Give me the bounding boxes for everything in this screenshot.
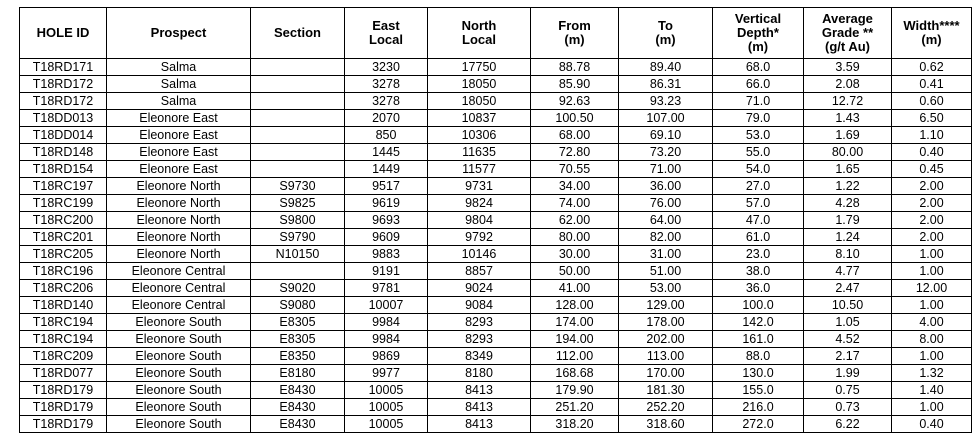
from-cell: 68.00 xyxy=(531,127,619,144)
hole-id-cell: T18RC194 xyxy=(20,314,107,331)
average-grade-cell: 1.69 xyxy=(804,127,892,144)
north-local-cell: 10146 xyxy=(428,246,531,263)
width-cell: 12.00 xyxy=(892,280,972,297)
table-row xyxy=(20,399,972,416)
header-east-local: East Local xyxy=(345,8,428,59)
section-cell: E8305 xyxy=(251,314,345,331)
east-local-cell: 10007 xyxy=(345,297,428,314)
average-grade-cell: 2.47 xyxy=(804,280,892,297)
north-local-cell: 9084 xyxy=(428,297,531,314)
east-local-cell: 3278 xyxy=(345,76,428,93)
from-cell: 72.80 xyxy=(531,144,619,161)
north-local-cell: 9792 xyxy=(428,229,531,246)
header-north-local: North Local xyxy=(428,8,531,59)
to-cell: 71.00 xyxy=(619,161,713,178)
north-local-cell: 8180 xyxy=(428,365,531,382)
hole-id-cell: T18RD172 xyxy=(20,93,107,110)
section-cell: E8430 xyxy=(251,382,345,399)
vertical-depth-cell: 61.0 xyxy=(713,229,804,246)
section-cell: S9790 xyxy=(251,229,345,246)
prospect-cell: Eleonore North xyxy=(107,246,251,263)
section-cell: N10150 xyxy=(251,246,345,263)
to-cell: 64.00 xyxy=(619,212,713,229)
prospect-cell: Eleonore East xyxy=(107,144,251,161)
table-row xyxy=(20,144,972,161)
average-grade-cell: 8.10 xyxy=(804,246,892,263)
east-local-cell: 9191 xyxy=(345,263,428,280)
vertical-depth-cell: 66.0 xyxy=(713,76,804,93)
vertical-depth-cell: 161.0 xyxy=(713,331,804,348)
north-local-cell: 10306 xyxy=(428,127,531,144)
average-grade-cell: 1.65 xyxy=(804,161,892,178)
width-cell: 2.00 xyxy=(892,229,972,246)
table-row xyxy=(20,93,972,110)
width-cell: 2.00 xyxy=(892,178,972,195)
north-local-cell: 11577 xyxy=(428,161,531,178)
hole-id-cell: T18RC199 xyxy=(20,195,107,212)
header-hole-id: HOLE ID xyxy=(20,8,107,59)
table-row xyxy=(20,110,972,127)
width-cell: 1.10 xyxy=(892,127,972,144)
width-cell: 1.00 xyxy=(892,399,972,416)
east-local-cell: 9781 xyxy=(345,280,428,297)
section-cell xyxy=(251,161,345,178)
to-cell: 129.00 xyxy=(619,297,713,314)
hole-id-cell: T18RD077 xyxy=(20,365,107,382)
hole-id-cell: T18RC200 xyxy=(20,212,107,229)
prospect-cell: Eleonore South xyxy=(107,331,251,348)
prospect-cell: Eleonore East xyxy=(107,161,251,178)
east-local-cell: 10005 xyxy=(345,416,428,433)
prospect-cell: Eleonore East xyxy=(107,127,251,144)
prospect-cell: Eleonore South xyxy=(107,348,251,365)
width-cell: 0.45 xyxy=(892,161,972,178)
width-cell: 2.00 xyxy=(892,212,972,229)
from-cell: 62.00 xyxy=(531,212,619,229)
east-local-cell: 9869 xyxy=(345,348,428,365)
vertical-depth-cell: 38.0 xyxy=(713,263,804,280)
east-local-cell: 9693 xyxy=(345,212,428,229)
section-cell: E8430 xyxy=(251,399,345,416)
section-cell xyxy=(251,76,345,93)
section-cell: S9080 xyxy=(251,297,345,314)
section-cell: S9800 xyxy=(251,212,345,229)
from-cell: 168.68 xyxy=(531,365,619,382)
average-grade-cell: 4.52 xyxy=(804,331,892,348)
prospect-cell: Salma xyxy=(107,93,251,110)
header-section: Section xyxy=(251,8,345,59)
prospect-cell: Eleonore South xyxy=(107,416,251,433)
table-row xyxy=(20,382,972,399)
width-cell: 4.00 xyxy=(892,314,972,331)
vertical-depth-cell: 55.0 xyxy=(713,144,804,161)
section-cell xyxy=(251,144,345,161)
prospect-cell: Salma xyxy=(107,76,251,93)
section-cell xyxy=(251,93,345,110)
average-grade-cell: 2.08 xyxy=(804,76,892,93)
east-local-cell: 1445 xyxy=(345,144,428,161)
header-prospect: Prospect xyxy=(107,8,251,59)
prospect-cell: Eleonore North xyxy=(107,229,251,246)
to-cell: 86.31 xyxy=(619,76,713,93)
prospect-cell: Eleonore South xyxy=(107,399,251,416)
to-cell: 31.00 xyxy=(619,246,713,263)
table-header-row xyxy=(20,8,972,59)
table-row xyxy=(20,365,972,382)
table-row xyxy=(20,416,972,433)
hole-id-cell: T18DD014 xyxy=(20,127,107,144)
vertical-depth-cell: 100.0 xyxy=(713,297,804,314)
drill-results-table xyxy=(19,7,972,433)
east-local-cell: 9517 xyxy=(345,178,428,195)
from-cell: 128.00 xyxy=(531,297,619,314)
from-cell: 34.00 xyxy=(531,178,619,195)
table-row xyxy=(20,195,972,212)
north-local-cell: 8857 xyxy=(428,263,531,280)
east-local-cell: 10005 xyxy=(345,382,428,399)
from-cell: 85.90 xyxy=(531,76,619,93)
from-cell: 174.00 xyxy=(531,314,619,331)
section-cell xyxy=(251,59,345,76)
average-grade-cell: 2.17 xyxy=(804,348,892,365)
north-local-cell: 8413 xyxy=(428,399,531,416)
north-local-cell: 9731 xyxy=(428,178,531,195)
width-cell: 1.00 xyxy=(892,263,972,280)
from-cell: 74.00 xyxy=(531,195,619,212)
width-cell: 6.50 xyxy=(892,110,972,127)
average-grade-cell: 1.79 xyxy=(804,212,892,229)
to-cell: 69.10 xyxy=(619,127,713,144)
north-local-cell: 10837 xyxy=(428,110,531,127)
hole-id-cell: T18RC209 xyxy=(20,348,107,365)
east-local-cell: 9977 xyxy=(345,365,428,382)
prospect-cell: Eleonore South xyxy=(107,365,251,382)
table-row xyxy=(20,212,972,229)
width-cell: 0.40 xyxy=(892,144,972,161)
vertical-depth-cell: 27.0 xyxy=(713,178,804,195)
to-cell: 93.23 xyxy=(619,93,713,110)
north-local-cell: 9024 xyxy=(428,280,531,297)
from-cell: 50.00 xyxy=(531,263,619,280)
width-cell: 1.40 xyxy=(892,382,972,399)
average-grade-cell: 1.22 xyxy=(804,178,892,195)
section-cell: E8180 xyxy=(251,365,345,382)
section-cell: S9825 xyxy=(251,195,345,212)
table-row xyxy=(20,280,972,297)
east-local-cell: 3230 xyxy=(345,59,428,76)
table-row xyxy=(20,229,972,246)
hole-id-cell: T18RC205 xyxy=(20,246,107,263)
table-row xyxy=(20,59,972,76)
average-grade-cell: 80.00 xyxy=(804,144,892,161)
width-cell: 0.62 xyxy=(892,59,972,76)
prospect-cell: Eleonore Central xyxy=(107,297,251,314)
table-row xyxy=(20,348,972,365)
east-local-cell: 1449 xyxy=(345,161,428,178)
hole-id-cell: T18RD179 xyxy=(20,382,107,399)
to-cell: 107.00 xyxy=(619,110,713,127)
vertical-depth-cell: 130.0 xyxy=(713,365,804,382)
table-row xyxy=(20,178,972,195)
north-local-cell: 18050 xyxy=(428,93,531,110)
east-local-cell: 3278 xyxy=(345,93,428,110)
vertical-depth-cell: 71.0 xyxy=(713,93,804,110)
average-grade-cell: 1.99 xyxy=(804,365,892,382)
north-local-cell: 9804 xyxy=(428,212,531,229)
section-cell: E8430 xyxy=(251,416,345,433)
hole-id-cell: T18RC206 xyxy=(20,280,107,297)
average-grade-cell: 10.50 xyxy=(804,297,892,314)
north-local-cell: 8349 xyxy=(428,348,531,365)
section-cell: S9730 xyxy=(251,178,345,195)
to-cell: 178.00 xyxy=(619,314,713,331)
table-row xyxy=(20,331,972,348)
vertical-depth-cell: 53.0 xyxy=(713,127,804,144)
east-local-cell: 2070 xyxy=(345,110,428,127)
header-average-grade: Average Grade ** (g/t Au) xyxy=(804,8,892,59)
average-grade-cell: 12.72 xyxy=(804,93,892,110)
hole-id-cell: T18RD154 xyxy=(20,161,107,178)
from-cell: 194.00 xyxy=(531,331,619,348)
width-cell: 8.00 xyxy=(892,331,972,348)
to-cell: 51.00 xyxy=(619,263,713,280)
table-row xyxy=(20,263,972,280)
hole-id-cell: T18RD179 xyxy=(20,416,107,433)
average-grade-cell: 0.73 xyxy=(804,399,892,416)
hole-id-cell: T18RC197 xyxy=(20,178,107,195)
table-row xyxy=(20,161,972,178)
section-cell: S9020 xyxy=(251,280,345,297)
east-local-cell: 9984 xyxy=(345,331,428,348)
vertical-depth-cell: 47.0 xyxy=(713,212,804,229)
from-cell: 88.78 xyxy=(531,59,619,76)
table-row xyxy=(20,246,972,263)
average-grade-cell: 4.28 xyxy=(804,195,892,212)
to-cell: 318.60 xyxy=(619,416,713,433)
average-grade-cell: 6.22 xyxy=(804,416,892,433)
vertical-depth-cell: 88.0 xyxy=(713,348,804,365)
table-row xyxy=(20,76,972,93)
vertical-depth-cell: 142.0 xyxy=(713,314,804,331)
east-local-cell: 10005 xyxy=(345,399,428,416)
east-local-cell: 9619 xyxy=(345,195,428,212)
to-cell: 76.00 xyxy=(619,195,713,212)
to-cell: 252.20 xyxy=(619,399,713,416)
width-cell: 2.00 xyxy=(892,195,972,212)
to-cell: 82.00 xyxy=(619,229,713,246)
vertical-depth-cell: 36.0 xyxy=(713,280,804,297)
width-cell: 0.40 xyxy=(892,416,972,433)
from-cell: 112.00 xyxy=(531,348,619,365)
prospect-cell: Eleonore North xyxy=(107,195,251,212)
hole-id-cell: T18RD140 xyxy=(20,297,107,314)
from-cell: 70.55 xyxy=(531,161,619,178)
table-row xyxy=(20,314,972,331)
header-width: Width**** (m) xyxy=(892,8,972,59)
table-row xyxy=(20,297,972,314)
header-from: From (m) xyxy=(531,8,619,59)
prospect-cell: Eleonore East xyxy=(107,110,251,127)
drill-results-table-container xyxy=(19,7,972,433)
to-cell: 89.40 xyxy=(619,59,713,76)
section-cell xyxy=(251,263,345,280)
to-cell: 53.00 xyxy=(619,280,713,297)
north-local-cell: 17750 xyxy=(428,59,531,76)
hole-id-cell: T18RD179 xyxy=(20,399,107,416)
north-local-cell: 8293 xyxy=(428,314,531,331)
section-cell xyxy=(251,127,345,144)
section-cell: E8305 xyxy=(251,331,345,348)
average-grade-cell: 3.59 xyxy=(804,59,892,76)
table-body xyxy=(20,59,972,433)
north-local-cell: 8413 xyxy=(428,382,531,399)
average-grade-cell: 1.05 xyxy=(804,314,892,331)
from-cell: 100.50 xyxy=(531,110,619,127)
from-cell: 179.90 xyxy=(531,382,619,399)
north-local-cell: 11635 xyxy=(428,144,531,161)
east-local-cell: 9883 xyxy=(345,246,428,263)
hole-id-cell: T18RC194 xyxy=(20,331,107,348)
width-cell: 0.60 xyxy=(892,93,972,110)
width-cell: 0.41 xyxy=(892,76,972,93)
average-grade-cell: 4.77 xyxy=(804,263,892,280)
section-cell: E8350 xyxy=(251,348,345,365)
vertical-depth-cell: 57.0 xyxy=(713,195,804,212)
average-grade-cell: 1.24 xyxy=(804,229,892,246)
section-cell xyxy=(251,110,345,127)
from-cell: 92.63 xyxy=(531,93,619,110)
to-cell: 202.00 xyxy=(619,331,713,348)
prospect-cell: Eleonore Central xyxy=(107,263,251,280)
to-cell: 170.00 xyxy=(619,365,713,382)
prospect-cell: Eleonore North xyxy=(107,212,251,229)
hole-id-cell: T18RD148 xyxy=(20,144,107,161)
prospect-cell: Eleonore South xyxy=(107,382,251,399)
vertical-depth-cell: 68.0 xyxy=(713,59,804,76)
from-cell: 30.00 xyxy=(531,246,619,263)
hole-id-cell: T18DD013 xyxy=(20,110,107,127)
vertical-depth-cell: 54.0 xyxy=(713,161,804,178)
hole-id-cell: T18RC201 xyxy=(20,229,107,246)
hole-id-cell: T18RC196 xyxy=(20,263,107,280)
east-local-cell: 9609 xyxy=(345,229,428,246)
north-local-cell: 8413 xyxy=(428,416,531,433)
to-cell: 36.00 xyxy=(619,178,713,195)
prospect-cell: Eleonore North xyxy=(107,178,251,195)
average-grade-cell: 1.43 xyxy=(804,110,892,127)
east-local-cell: 9984 xyxy=(345,314,428,331)
prospect-cell: Eleonore Central xyxy=(107,280,251,297)
vertical-depth-cell: 216.0 xyxy=(713,399,804,416)
north-local-cell: 9824 xyxy=(428,195,531,212)
vertical-depth-cell: 23.0 xyxy=(713,246,804,263)
prospect-cell: Salma xyxy=(107,59,251,76)
hole-id-cell: T18RD171 xyxy=(20,59,107,76)
vertical-depth-cell: 272.0 xyxy=(713,416,804,433)
header-to: To (m) xyxy=(619,8,713,59)
north-local-cell: 18050 xyxy=(428,76,531,93)
average-grade-cell: 0.75 xyxy=(804,382,892,399)
north-local-cell: 8293 xyxy=(428,331,531,348)
hole-id-cell: T18RD172 xyxy=(20,76,107,93)
width-cell: 1.00 xyxy=(892,297,972,314)
vertical-depth-cell: 79.0 xyxy=(713,110,804,127)
from-cell: 251.20 xyxy=(531,399,619,416)
vertical-depth-cell: 155.0 xyxy=(713,382,804,399)
to-cell: 181.30 xyxy=(619,382,713,399)
from-cell: 41.00 xyxy=(531,280,619,297)
header-vertical-depth: Vertical Depth* (m) xyxy=(713,8,804,59)
from-cell: 80.00 xyxy=(531,229,619,246)
prospect-cell: Eleonore South xyxy=(107,314,251,331)
width-cell: 1.32 xyxy=(892,365,972,382)
width-cell: 1.00 xyxy=(892,348,972,365)
to-cell: 73.20 xyxy=(619,144,713,161)
to-cell: 113.00 xyxy=(619,348,713,365)
east-local-cell: 850 xyxy=(345,127,428,144)
from-cell: 318.20 xyxy=(531,416,619,433)
table-row xyxy=(20,127,972,144)
width-cell: 1.00 xyxy=(892,246,972,263)
